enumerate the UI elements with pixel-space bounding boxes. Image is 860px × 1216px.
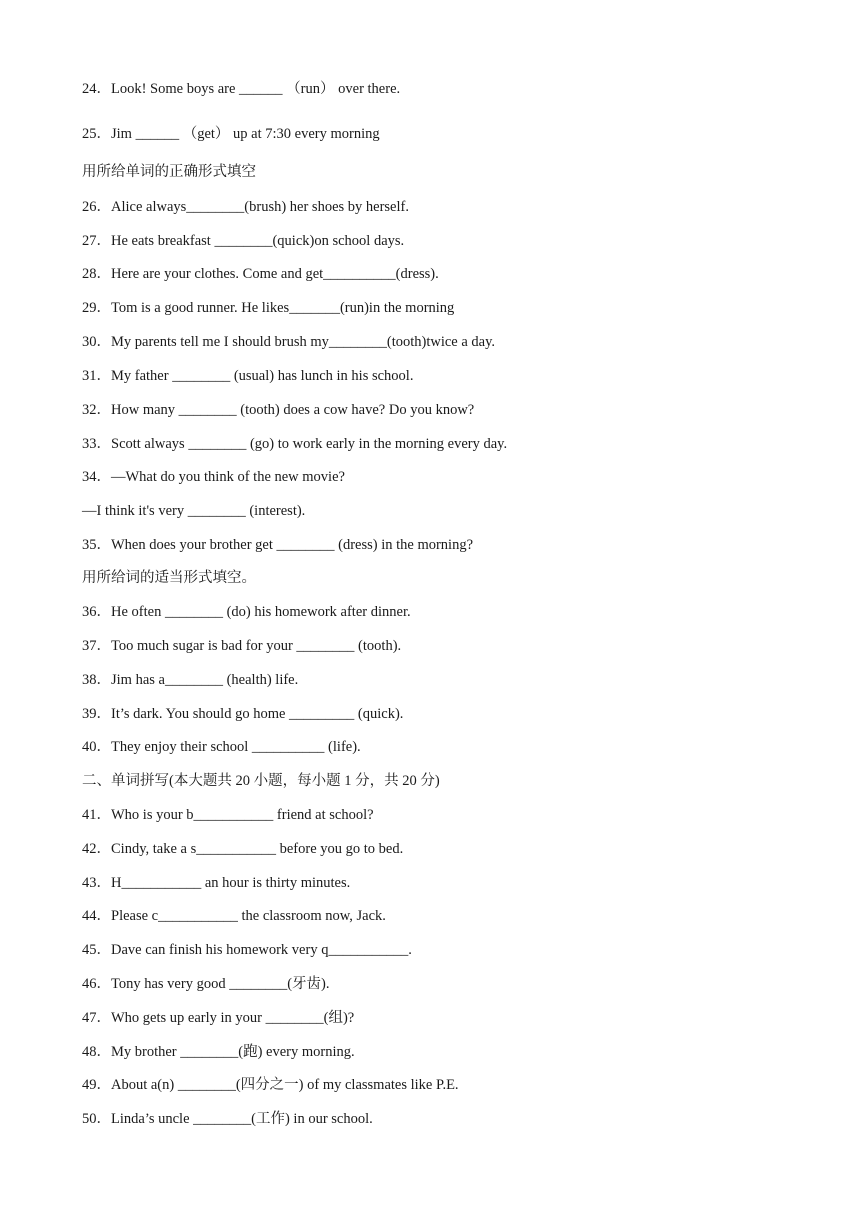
section-instruction-2: 用所给词的适当形式填空。 (82, 570, 256, 586)
question-40: 40．They enjoy their school __________ (life). (82, 739, 361, 755)
question-41: 41．Who is your b___________ friend at school? (82, 807, 374, 823)
question-26: 26．Alice always________(brush) her shoes by herself. (82, 199, 409, 215)
section-heading-spelling: 二、单词拼写(本大题共 20 小题，每小题 1 分，共 20 分) (82, 773, 440, 789)
question-30: 30．My parents tell me I should brush my________(tooth)twice a day. (82, 334, 496, 350)
question-35: 35．When does your brother get ________ (dress) in the morning? (82, 537, 474, 553)
question-27: 27．He eats breakfast ________(quick)on school days. (82, 233, 405, 249)
question-34-answer: —I think it's very ________ (interest). (82, 503, 306, 519)
question-50: 50．Linda’s uncle ________(工作) in our school. (82, 1111, 373, 1127)
question-47: 47．Who gets up early in your ________(组)? (82, 1010, 355, 1026)
question-24: 24．Look! Some boys are ______ （run） over there. (82, 81, 401, 97)
question-44: 44．Please c___________ the classroom now, Jack. (82, 908, 386, 924)
question-46: 46．Tony has very good ________(牙齿). (82, 976, 330, 992)
question-37: 37．Too much sugar is bad for your ________ (tooth). (82, 638, 402, 654)
question-45: 45．Dave can finish his homework very q___________. (82, 942, 412, 958)
question-36: 36．He often ________ (do) his homework after dinner. (82, 604, 411, 620)
question-34: 34．—What do you think of the new movie? (82, 469, 345, 485)
question-39: 39．It’s dark. You should go home _________ (quick). (82, 706, 404, 722)
question-28: 28．Here are your clothes. Come and get__________(dress). (82, 266, 439, 282)
section-instruction-1: 用所给单词的正确形式填空 (82, 164, 256, 180)
question-32: 32．How many ________ (tooth) does a cow have? Do you know? (82, 402, 475, 418)
question-25: 25．Jim ______ （get） up at 7:30 every morning (82, 126, 380, 142)
question-43: 43．H___________ an hour is thirty minutes. (82, 875, 351, 891)
question-31: 31．My father ________ (usual) has lunch in his school. (82, 368, 414, 384)
question-38: 38．Jim has a________ (health) life. (82, 672, 299, 688)
question-33: 33．Scott always ________ (go) to work early in the morning every day. (82, 436, 508, 452)
question-42: 42．Cindy, take a s___________ before you go to bed. (82, 841, 404, 857)
question-48: 48．My brother ________(跑) every morning. (82, 1044, 355, 1060)
question-49: 49．About a(n) ________(四分之一) of my classmates like P.E. (82, 1077, 459, 1093)
question-29: 29．Tom is a good runner. He likes_______(run)in the morning (82, 300, 455, 316)
